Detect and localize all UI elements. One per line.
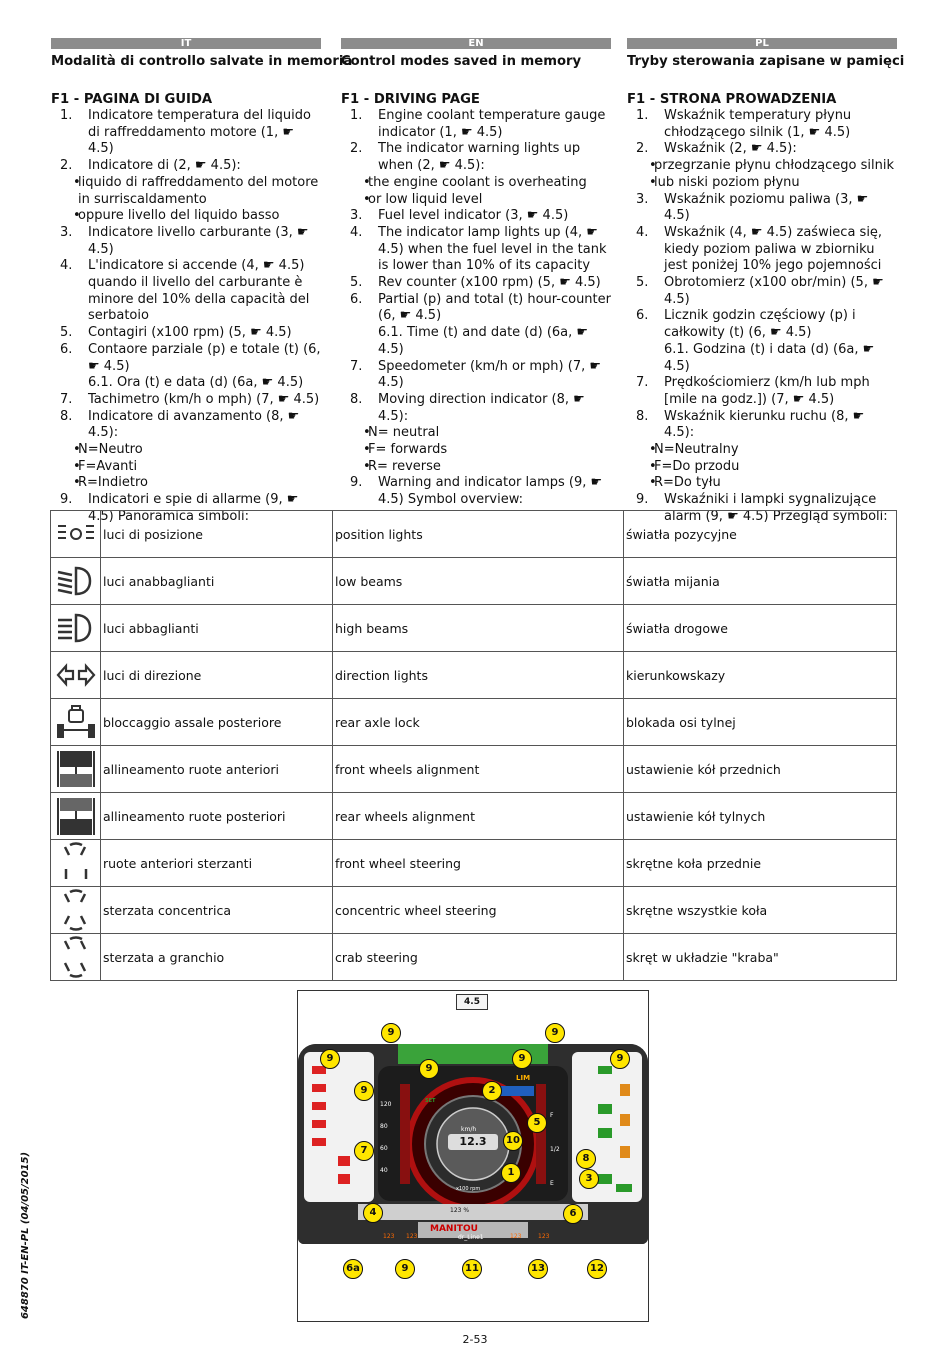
- concentric-steering-icon: [51, 887, 101, 934]
- item-text: Obrotomierz (x100 obr/min) (5, ☛ 4.5): [664, 275, 884, 307]
- brand-logo: MANITOU: [430, 1224, 478, 1234]
- bullet-item: • oppure livello del liquido basso: [51, 208, 321, 225]
- temp-scale: [380, 1094, 391, 1182]
- column-pl: [627, 38, 905, 526]
- items-list-pl: [627, 108, 897, 526]
- symbol-label-en: position lights: [333, 511, 624, 558]
- symbol-label-it: luci di posizione: [101, 511, 333, 558]
- bullet-item: • liquido di raffreddamento del motore in surriscaldamento: [51, 175, 321, 208]
- item-text: The indicator warning lights up when (2, ☛ 4.5):: [378, 141, 581, 174]
- callout-marker: 6: [563, 1204, 583, 1224]
- numbered-item: [341, 141, 611, 174]
- numbered-item: [341, 275, 611, 292]
- callout-marker: 6a: [343, 1259, 363, 1279]
- symbol-row: [51, 511, 897, 558]
- item-text: Indicatore livello carburante (3, ☛ 4.5): [88, 224, 309, 257]
- callout-marker: 10: [503, 1131, 523, 1151]
- lang-header-en: EN: [341, 38, 611, 49]
- item-text: Indicatori e spie di allarme (9, ☛ 4.5) Panoramica simboli:: [88, 492, 299, 524]
- callout-marker: 5: [527, 1113, 547, 1133]
- temp-scale-80: 80: [380, 1123, 388, 1130]
- symbol-row: [51, 699, 897, 746]
- dashboard-figure: [297, 990, 649, 1322]
- numbered-item: [341, 225, 611, 275]
- symbol-label-pl: kierunkowskazy: [624, 652, 897, 699]
- item-text: Engine coolant temperature gauge indicator (1, ☛ 4.5): [378, 108, 606, 140]
- front-wheels-alignment-icon: [51, 746, 101, 793]
- item-text: Wskaźnik (2, ☛ 4.5):: [664, 141, 797, 157]
- item-number: 6.: [60, 341, 73, 357]
- callout-marker: 9: [381, 1023, 401, 1043]
- item-text: Rev counter (x100 rpm) (5, ☛ 4.5): [378, 275, 601, 291]
- bullet-item: • the engine coolant is overheating: [341, 175, 611, 192]
- callout-marker: 13: [528, 1259, 548, 1279]
- symbol-row: [51, 793, 897, 840]
- callout-marker: 9: [320, 1049, 340, 1069]
- rear-axle-lock-icon: [51, 699, 101, 746]
- item-number: 3.: [350, 208, 363, 224]
- fuel-bar: [536, 1084, 546, 1184]
- item-number: 4.: [350, 224, 363, 240]
- symbol-row: [51, 840, 897, 887]
- item-number: 1.: [60, 108, 73, 123]
- item-number: 8.: [350, 391, 363, 407]
- crab-steering-icon: [51, 934, 101, 981]
- symbol-label-it: allineamento ruote anteriori: [101, 746, 333, 793]
- symbol-label-en: front wheel steering: [333, 840, 624, 887]
- symbol-label-en: rear wheels alignment: [333, 793, 624, 840]
- symbol-label-pl: światła drogowe: [624, 605, 897, 652]
- numbered-item: [627, 108, 897, 141]
- callout-marker: 9: [545, 1023, 565, 1043]
- bullet-item: • F= forwards: [341, 442, 611, 459]
- gear-percent: 123 %: [450, 1207, 470, 1214]
- counter-strip: [358, 1204, 588, 1220]
- symbol-row: [51, 887, 897, 934]
- column-it: [51, 38, 353, 526]
- dashboard-display: [298, 1044, 648, 1244]
- bullet-item: • N= neutral: [341, 425, 611, 442]
- section-title-en: F1 - DRIVING PAGE: [341, 92, 480, 107]
- item-text: Wskaźnik temperatury płynu chłodzącego silnik (1, ☛ 4.5): [664, 108, 852, 140]
- item-text: Contagiri (x100 rpm) (5, ☛ 4.5): [88, 325, 292, 341]
- numbered-item: [627, 308, 897, 341]
- position-lights-icon: [51, 511, 101, 558]
- column-en: [341, 38, 611, 509]
- item-text: Indicatore di avanzamento (8, ☛ 4.5):: [88, 408, 300, 441]
- temp-scale-40: 40: [380, 1167, 388, 1174]
- numbered-item: [341, 392, 611, 425]
- symbol-label-en: direction lights: [333, 652, 624, 699]
- symbol-label-pl: skręt w układzie "kraba": [624, 934, 897, 981]
- numbered-item: [341, 208, 611, 225]
- symbol-row: [51, 652, 897, 699]
- callout-marker: 9: [419, 1059, 439, 1079]
- item-text: Wskaźnik kierunku ruchu (8, ☛ 4.5):: [664, 408, 865, 441]
- symbol-label-pl: ustawienie kół tylnych: [624, 793, 897, 840]
- front-wheel-steering-icon: [51, 840, 101, 887]
- bullet-item: • R= reverse: [341, 459, 611, 476]
- item-text: Contaore parziale (p) e totale (t) (6, ☛ 4.5): [88, 341, 321, 374]
- numbered-item: [627, 141, 897, 158]
- callout-marker: 1: [501, 1163, 521, 1183]
- temp-scale-60: 60: [380, 1145, 388, 1152]
- numbered-item: [51, 342, 321, 375]
- callout-marker: 11: [462, 1259, 482, 1279]
- symbol-label-pl: skrętne koła przednie: [624, 840, 897, 887]
- bullet-item: • N=Neutro: [51, 442, 321, 459]
- symbol-label-en: low beams: [333, 558, 624, 605]
- items-list-en: [341, 108, 611, 509]
- bullet-item: • F=Avanti: [51, 459, 321, 476]
- numbered-item: [341, 359, 611, 392]
- symbol-label-en: high beams: [333, 605, 624, 652]
- fuel-scale-e: E: [550, 1180, 554, 1187]
- high-beams-icon: [51, 605, 101, 652]
- low-beams-icon: [51, 558, 101, 605]
- speed-unit: km/h: [461, 1126, 477, 1133]
- callout-marker: 4: [363, 1203, 383, 1223]
- page-number: 2-53: [462, 1333, 488, 1346]
- symbol-label-en: crab steering: [333, 934, 624, 981]
- item-number: 6.: [350, 291, 363, 307]
- item-text: Indicatore temperatura del liquido di raffreddamento motore (1, ☛ 4.5): [88, 108, 311, 157]
- rpm-unit: x100 rpm: [456, 1186, 481, 1192]
- item-text: L'indicatore si accende (4, ☛ 4.5) quando il livello del carburante è minore del 10% della capacità del serbatoio: [88, 258, 310, 324]
- fuel-scale-f: F: [550, 1112, 554, 1119]
- item-number: 3.: [636, 191, 649, 207]
- item-number: 6.: [636, 308, 649, 324]
- item-text: Fuel level indicator (3, ☛ 4.5): [378, 208, 569, 224]
- item-text: Moving direction indicator (8, ☛ 4.5):: [378, 391, 585, 424]
- symbol-label-it: bloccaggio assale posteriore: [101, 699, 333, 746]
- numbered-item: [51, 392, 321, 409]
- rear-wheels-alignment-icon: [51, 793, 101, 840]
- numbered-item: [627, 225, 897, 275]
- fuel-scale: [550, 1099, 560, 1201]
- column-title-pl: Tryby sterowania zapisane w pamięci: [627, 54, 905, 69]
- bullet-item: • N=Neutralny: [627, 442, 897, 459]
- figure-label: 4.5: [456, 994, 488, 1010]
- symbol-label-it: luci anabbaglianti: [101, 558, 333, 605]
- callout-marker: 8: [576, 1149, 596, 1169]
- callout-marker: 2: [482, 1081, 502, 1101]
- numbered-item: [51, 108, 321, 158]
- numbered-item: [51, 409, 321, 442]
- symbol-row: [51, 746, 897, 793]
- symbol-label-pl: ustawienie kół przednich: [624, 746, 897, 793]
- item-text: Wskaźnik poziomu paliwa (3, ☛ 4.5): [664, 191, 869, 224]
- lang-header-pl: PL: [627, 38, 897, 49]
- fuel-scale-half: 1/2: [550, 1146, 560, 1153]
- sub-item: 6.1. Godzina (t) i data (d) (6a, ☛ 4.5): [664, 341, 875, 374]
- bullet-item: • or low liquid level: [341, 192, 611, 209]
- sub-item: 6.1. Time (t) and date (d) (6a, ☛ 4.5): [378, 325, 589, 357]
- item-number: 9.: [636, 492, 649, 508]
- symbol-label-it: sterzata a granchio: [101, 934, 333, 981]
- section-title-pl: F1 - STRONA PROWADZENIA: [627, 92, 837, 107]
- direction-lights-icon: [51, 652, 101, 699]
- item-text: Speedometer (km/h or mph) (7, ☛ 4.5): [378, 358, 602, 391]
- bullet-item: • R=Indietro: [51, 475, 321, 492]
- callout-marker: 3: [579, 1169, 599, 1189]
- numbered-item: [51, 225, 321, 258]
- item-text: Partial (p) and total (t) hour-counter (6, ☛ 4.5): [378, 291, 611, 324]
- lang-header-it: IT: [51, 38, 321, 49]
- symbol-label-pl: blokada osi tylnej: [624, 699, 897, 746]
- item-number: 7.: [636, 375, 649, 391]
- callout-marker: 9: [610, 1049, 630, 1069]
- bottom-value-2: 123: [406, 1233, 418, 1240]
- numbered-item: [627, 275, 897, 308]
- symbol-row: [51, 605, 897, 652]
- section-title-it: F1 - PAGINA DI GUIDA: [51, 92, 213, 107]
- item-text: Wskaźniki i lampki sygnalizujące alarm (9, ☛ 4.5) Przegląd symboli:: [664, 492, 888, 524]
- item-text: The indicator lamp lights up (4, ☛ 4.5) when the fuel level in the tank is lower than 10% of its capacity: [378, 224, 607, 274]
- bullet-item: • R=Do tyłu: [627, 475, 897, 492]
- item-text: Wskaźnik (4, ☛ 4.5) zaświeca się, kiedy poziom paliwa w zbiorniku jest poniżej 10% jego pojemności: [664, 224, 883, 274]
- item-number: 8.: [636, 408, 649, 424]
- sub-item: 6.1. Ora (t) e data (d) (6a, ☛ 4.5): [88, 375, 304, 391]
- speed-value: 12.3: [459, 1135, 487, 1148]
- callout-marker: 9: [354, 1081, 374, 1101]
- callout-marker: 9: [512, 1049, 532, 1069]
- symbol-row: [51, 934, 897, 981]
- callout-marker: 7: [354, 1141, 374, 1161]
- symbol-label-en: rear axle lock: [333, 699, 624, 746]
- item-number: 1.: [636, 108, 649, 123]
- numbered-item: [341, 108, 611, 141]
- item-text: Licznik godzin częściowy (p) i całkowity (t) (6, ☛ 4.5): [664, 308, 856, 341]
- item-text: Indicatore di (2, ☛ 4.5):: [88, 158, 241, 174]
- symbol-label-it: luci abbaglianti: [101, 605, 333, 652]
- item-number: 5.: [350, 275, 363, 291]
- item-number: 7.: [350, 358, 363, 374]
- item-number: 4.: [636, 224, 649, 240]
- item-text: Warning and indicator lamps (9, ☛ 4.5) Symbol overview:: [378, 475, 603, 508]
- numbered-item: [627, 375, 897, 408]
- item-number: 4.: [60, 258, 73, 274]
- callout-marker: 12: [587, 1259, 607, 1279]
- item-number: 9.: [60, 492, 73, 508]
- item-number: 2.: [636, 141, 649, 157]
- numbered-item: [627, 409, 897, 442]
- numbered-item: [341, 292, 611, 325]
- symbol-label-pl: światła mijania: [624, 558, 897, 605]
- item-number: 3.: [60, 224, 73, 240]
- temp-scale-120: 120: [380, 1101, 392, 1108]
- temp-bar: [400, 1084, 410, 1184]
- item-number: 8.: [60, 408, 73, 424]
- symbol-label-pl: światła pozycyjne: [624, 511, 897, 558]
- numbered-item: [51, 325, 321, 342]
- symbol-label-en: front wheels alignment: [333, 746, 624, 793]
- item-text: Prędkościomierz (km/h lub mph [mile na godz.]) (7, ☛ 4.5): [664, 375, 870, 407]
- bottom-value-1: 123: [383, 1233, 395, 1240]
- bullet-item: • F=Do przodu: [627, 459, 897, 476]
- items-list-it: [51, 108, 321, 526]
- callout-marker: 9: [395, 1259, 415, 1279]
- symbol-label-it: sterzata concentrica: [101, 887, 333, 934]
- item-number: 9.: [350, 475, 363, 491]
- item-number: 1.: [350, 108, 363, 123]
- item-number: 5.: [60, 325, 73, 341]
- numbered-item: [627, 192, 897, 225]
- symbol-label-it: allineamento ruote posteriori: [101, 793, 333, 840]
- item-text: Tachimetro (km/h o mph) (7, ☛ 4.5): [88, 391, 320, 407]
- item-number: 5.: [636, 275, 649, 291]
- column-title-en: Control modes saved in memory: [341, 54, 582, 69]
- bottom-value-4: 123: [538, 1233, 550, 1240]
- item-number: 2.: [60, 158, 73, 174]
- numbered-item: [51, 158, 321, 175]
- set-label: SET: [425, 1098, 436, 1104]
- column-title-it: Modalità di controllo salvate in memoria: [51, 54, 353, 69]
- bullet-item: • przegrzanie płynu chłodzącego silnik: [627, 158, 897, 175]
- item-number: 7.: [60, 391, 73, 407]
- symbol-label-it: ruote anteriori sterzanti: [101, 840, 333, 887]
- line-label: dr_Line1: [458, 1234, 484, 1241]
- symbol-label-en: concentric wheel steering: [333, 887, 624, 934]
- symbol-label-pl: skrętne wszystkie koła: [624, 887, 897, 934]
- document-reference: 648870 IT-EN-PL (04/05/2015): [20, 1151, 32, 1320]
- symbol-table: [50, 510, 897, 981]
- numbered-item: [341, 475, 611, 508]
- item-number: 2.: [350, 141, 363, 157]
- symbol-row: [51, 558, 897, 605]
- bottom-value-3: 123: [510, 1233, 522, 1240]
- numbered-item: [51, 258, 321, 325]
- bullet-item: • lub niski poziom płynu: [627, 175, 897, 192]
- lim-label: LIM: [516, 1074, 531, 1082]
- symbol-label-it: luci di direzione: [101, 652, 333, 699]
